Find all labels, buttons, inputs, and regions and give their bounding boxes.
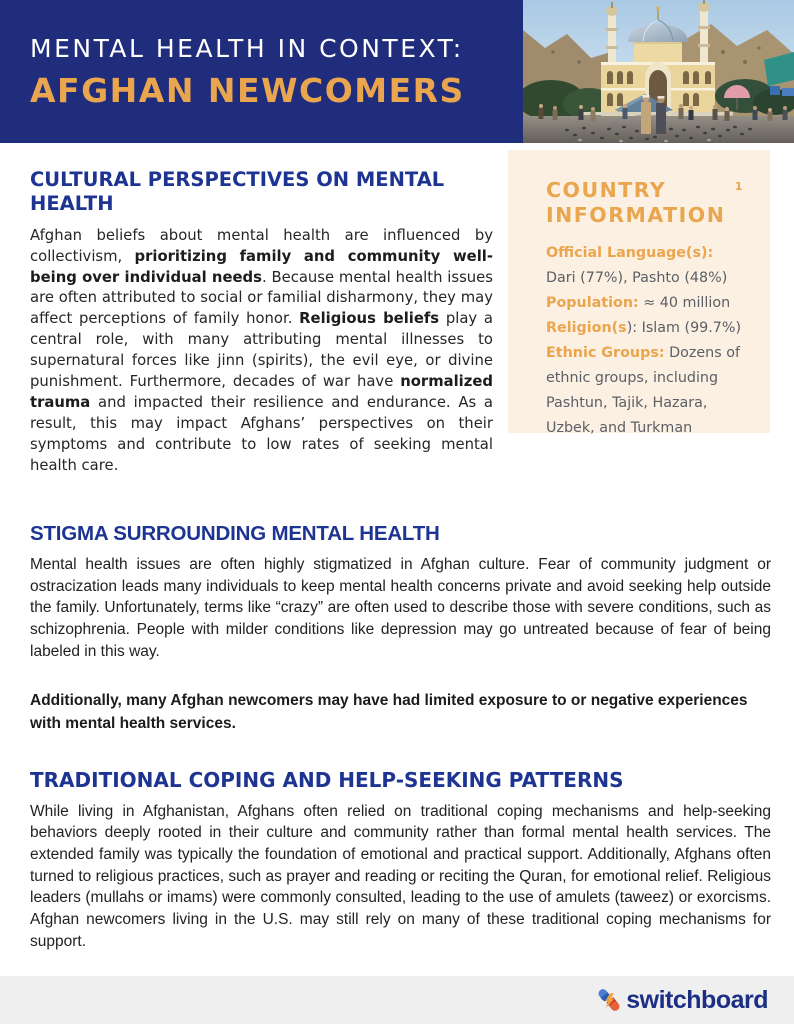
text-segment-bold: prioritizing family and community well-being over individual needs	[30, 247, 493, 286]
field-value-ethnic-groups: Dozens of ethnic groups, including Pashtun, Tajik, Hazara, Uzbek, and Turkman	[546, 345, 741, 436]
country-info-heading-line1: COUNTRY	[546, 178, 667, 202]
top-row	[30, 150, 770, 491]
text-segment-bold: normalized trauma	[30, 373, 493, 411]
header-photo-mosque	[523, 0, 794, 143]
footnote-ref: 1	[734, 180, 744, 193]
switchboard-logo	[597, 985, 768, 1015]
switchboard-logo-text: switchboard	[626, 985, 768, 1014]
field-value-official-languages: Dari (77%), Pashto (48%)	[546, 270, 728, 286]
header-banner	[0, 0, 794, 143]
country-info-fields	[546, 241, 744, 441]
country-information-box	[508, 150, 770, 436]
page-title-line2: AFGHAN NEWCOMERS	[30, 71, 465, 110]
country-info-heading-line2: INFORMATION	[546, 203, 726, 227]
stigma-section	[30, 521, 770, 734]
text-segment: . Because mental health issues are often attributed to social or familial disharmony, they may affect perceptions of family honor.	[30, 268, 493, 328]
field-label-official-languages: Official Language(s):	[546, 245, 714, 261]
footer-bar	[0, 976, 794, 1024]
field-label-ethnic-groups: Ethnic Groups:	[546, 345, 665, 361]
coping-section	[30, 768, 770, 953]
page-title-line1: MENTAL HEALTH IN CONTEXT:	[30, 34, 464, 63]
field-label-religions: Religion(s	[546, 320, 627, 336]
content-area	[0, 150, 794, 952]
cultural-section	[30, 150, 508, 491]
field-value-population: ≈ 40 million	[643, 295, 731, 311]
switchboard-logo-icon	[597, 985, 621, 1015]
country-info-heading	[546, 178, 744, 228]
field-value-religions: ): Islam (99.7%)	[626, 320, 742, 336]
stigma-paragraph: Mental health issues are often highly stigmatized in Afghan culture. Fear of community judgment or ostracization leads many individuals to keep mental health concerns private and avoid seeking help outside the family. Unfortunately, terms like “crazy” are often used to describe those with severe conditions, such as schizophrenia. People with milder conditions like depression may go untreated because of fear of being labeled in this way.	[30, 556, 771, 660]
text-segment-bold: Religious beliefs	[299, 310, 440, 328]
stigma-heading: STIGMA SURROUNDING MENTAL HEALTH	[30, 522, 440, 546]
coping-paragraph: While living in Afghanistan, Afghans often relied on traditional coping mechanisms and help-seeking behaviors deeply rooted in their culture and community rather than formal mental health services. The extended family was typically the foundation of emotional and practical support. Additionally, Afghans often turned to religious practices, such as prayer and reading or reciting the Quran, for emotional relief. Religious leaders (mullahs or imams) were commonly consulted, leading to the use of amulets (taweez) or exorcisms. Afghan newcomers living in the U.S. may still rely on many of these traditional coping mechanisms for support.	[30, 802, 771, 950]
text-segment: and impacted their resilience and endurance. As a result, this may impact Afghans’ perspectives on their symptoms and contribute to low rates of seeking mental health care.	[30, 394, 493, 474]
text-segment: Afghan beliefs about mental health are influenced by collectivism,	[30, 226, 493, 265]
coping-heading: TRADITIONAL COPING AND HELP-SEEKING PATTERNS	[30, 767, 624, 792]
field-label-population: Population:	[546, 295, 639, 311]
header-title-block	[0, 0, 523, 143]
cultural-heading: CULTURAL PERSPECTIVES ON MENTAL HEALTH	[30, 168, 445, 216]
text-segment: play a central role, with many attributing mental illnesses to supernatural forces like jinn (spirits), the evil eye, or divine punishment. Furthermore, decades of war have	[30, 310, 493, 391]
stigma-bold-note: Additionally, many Afghan newcomers may have had limited exposure to or negative experiences with mental health services.	[30, 691, 748, 732]
cultural-paragraph	[30, 226, 493, 477]
